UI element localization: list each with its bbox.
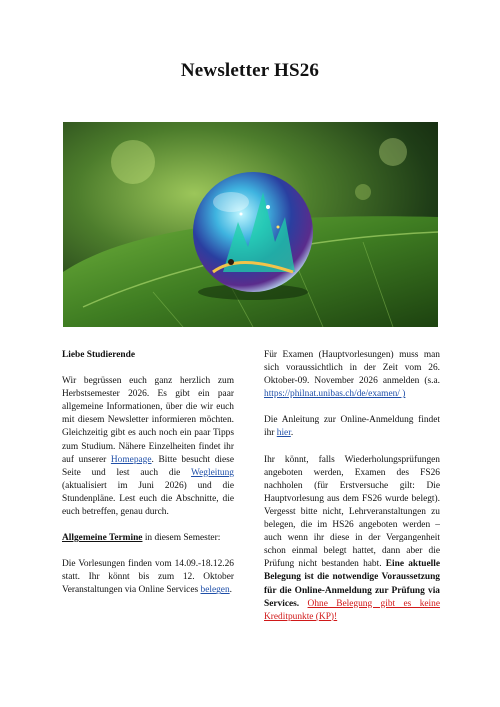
vorlesungen-end: . bbox=[229, 585, 232, 596]
space bbox=[299, 599, 307, 609]
intro-text-1: Wir begrüssen euch ganz herzlich zum Herbstsemester 2026. Es gibt ein paar allgemeine Informationen, über die wir euch mit diesem Newsletter informieren möchten. Gleichzeitig gibt es auch noch ein paar Tipps zum Studium. Nähere Einzelheiten findet ihr auf unserer bbox=[62, 376, 234, 465]
kreditpunkte-warning: Ohne Belegung gibt es keine Kreditpunkte (KP)! bbox=[264, 598, 441, 622]
intro-paragraph bbox=[62, 375, 234, 519]
crystal-globe-illustration bbox=[63, 122, 438, 327]
anleitung-text: Die Anleitung zur Online-Anmeldung findet ihr bbox=[264, 415, 440, 439]
wiederholung-paragraph bbox=[264, 454, 440, 624]
newsletter-title: Newsletter HS26 bbox=[180, 60, 320, 81]
anleitung-end: . bbox=[290, 428, 294, 439]
vorlesungen-paragraph bbox=[62, 558, 234, 597]
belegung-bold-text: Eine aktuelle Belegung ist die notwendige Voraussetzung für die Online-Anmeldung zur Prüfung via Services. bbox=[264, 559, 440, 609]
intro-text-3: (aktualisiert im Juni 2026) und die Stundenpläne. Lest euch die Abschnitte, die euch betreffen, genau durch. bbox=[62, 480, 234, 518]
homepage-link[interactable]: Homepage bbox=[110, 454, 152, 465]
hero-image bbox=[63, 122, 438, 327]
greeting: Liebe Studierende bbox=[62, 350, 136, 360]
intro-text-2: . Bitte besucht diese Seite und lest auch die bbox=[62, 454, 234, 478]
hier-link[interactable]: hier bbox=[276, 428, 291, 439]
belegen-link[interactable]: belegen bbox=[200, 585, 230, 596]
examen-paragraph bbox=[264, 349, 440, 401]
examen-text: Für Examen (Hauptvorlesungen) muss man sich voraussichtlich in der Zeit vom 26. Oktober-09. November 2026 anmelden (s.a. bbox=[264, 350, 440, 387]
examen-url-link[interactable]: https://philnat.unibas.ch/de/examen/ ) bbox=[264, 389, 406, 400]
wiederholung-text: Ihr könnt, falls Wiederholungsprüfungen angeboten werden, Examen des FS26 nachholen (für Erstversuche gilt: Die Hauptvorlesung aus dem FS26 wurde belegt). Vergesst bitte nicht, Lehrveranstaltungen zu belegen, die im HS26 angeboten werden – auch wenn ihr diese in der Vergangenheit schon einmal belegt hattet, dann aber die Prüfung nicht bestanden habt. bbox=[264, 454, 440, 570]
termine-heading-line bbox=[62, 532, 234, 545]
wegleitung-link[interactable]: Wegleitung bbox=[191, 467, 234, 478]
right-column bbox=[264, 349, 440, 637]
anleitung-paragraph bbox=[264, 414, 440, 440]
termine-heading: Allgemeine Termine bbox=[62, 533, 143, 544]
termine-heading-rest: in diesem Semester: bbox=[142, 533, 221, 544]
left-column bbox=[62, 349, 234, 611]
vorlesungen-text: Die Vorlesungen finden vom 14.09.-18.12.26 statt. Ihr könnt bis zum 12. Oktober Veranstaltungen via Online Services bbox=[62, 559, 234, 596]
